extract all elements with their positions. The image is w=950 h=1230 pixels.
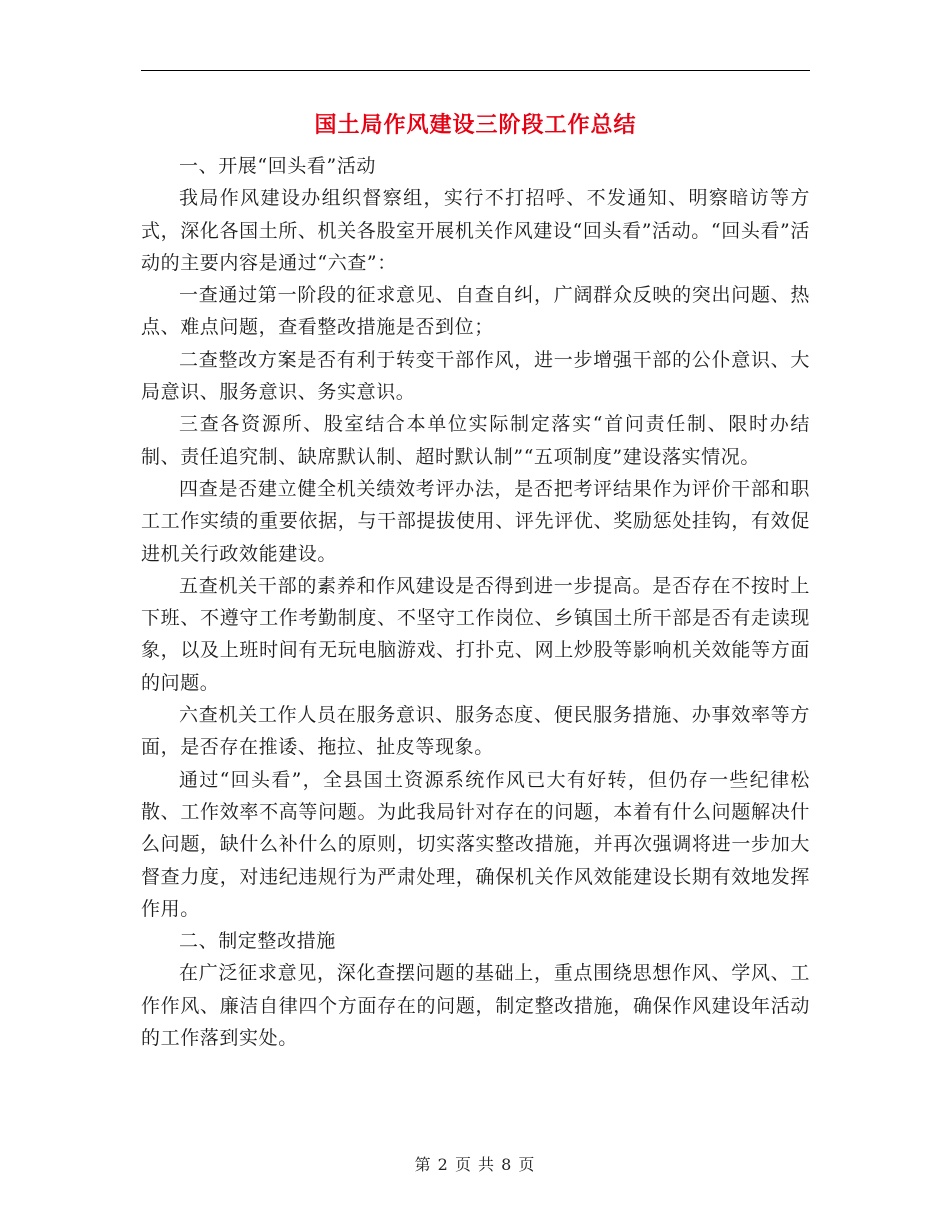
body-paragraph: 四查是否建立健全机关绩效考评办法，是否把考评结果作为评价干部和职工工作实绩的重要依据，与干部提拔使用、评先评优、奖励惩处挂钩，有效促进机关行政效能建设。: [141, 477, 810, 565]
body-paragraph: 我局作风建设办组织督察组，实行不打招呼、不发通知、明察暗访等方式，深化各国土所、机关各股室开展机关作风建设“回头看”活动。“回头看”活动的主要内容是通过“六查”：: [141, 187, 810, 274]
document-body: [141, 150, 810, 1054]
body-paragraph: 三查各资源所、股室结合本单位实际制定落实“首问责任制、限时办结制、责任追究制、缺席默认制、超时默认制”“五项制度”建设落实情况。: [141, 413, 810, 468]
header-rule: [141, 70, 810, 71]
body-paragraph: 六查机关工作人员在服务意识、服务态度、便民服务措施、办事效率等方面，是否存在推诿、拖拉、扯皮等现象。: [141, 704, 810, 759]
section-heading-1: 一、开展“回头看”活动: [179, 155, 377, 177]
body-paragraph: 五查机关干部的素养和作风建设是否得到进一步提高。是否存在不按时上下班、不遵守工作考勤制度、不坚守工作岗位、乡镇国土所干部是否有走读现象，以及上班时间有无玩电脑游戏、打扑克、网上炒股等影响机关效能等方面的问题。: [141, 574, 810, 694]
body-paragraph: 在广泛征求意见，深化查摆问题的基础上，重点围绕思想作风、学风、工作作风、廉洁自律四个方面存在的问题，制定整改措施，确保作风建设年活动的工作落到实处。: [141, 962, 810, 1050]
body-paragraph: 通过“回头看”，全县国土资源系统作风已大有好转，但仍存一些纪律松散、工作效率不高等问题。为此我局针对存在的问题，本着有什么问题解决什么问题，缺什么补什么的原则，切实落实整改措施，并再次强调将进一步加大督查力度，对违纪违规行为严肃处理，确保机关作风效能建设长期有效地发挥作用。: [141, 768, 810, 920]
page-number: 第 2 页 共 8 页: [414, 1155, 536, 1174]
section-heading-2: 二、制定整改措施: [179, 930, 336, 953]
body-paragraph: 二查整改方案是否有利于转变干部作风，进一步增强干部的公仆意识、大局意识、服务意识、务实意识。: [141, 348, 810, 404]
document-title: 国土局作风建设三阶段工作总结: [314, 113, 637, 138]
body-paragraph: 一查通过第一阶段的征求意见、自查自纠，广阔群众反映的突出问题、热点、难点问题，查看整改措施是否到位；: [141, 284, 810, 339]
